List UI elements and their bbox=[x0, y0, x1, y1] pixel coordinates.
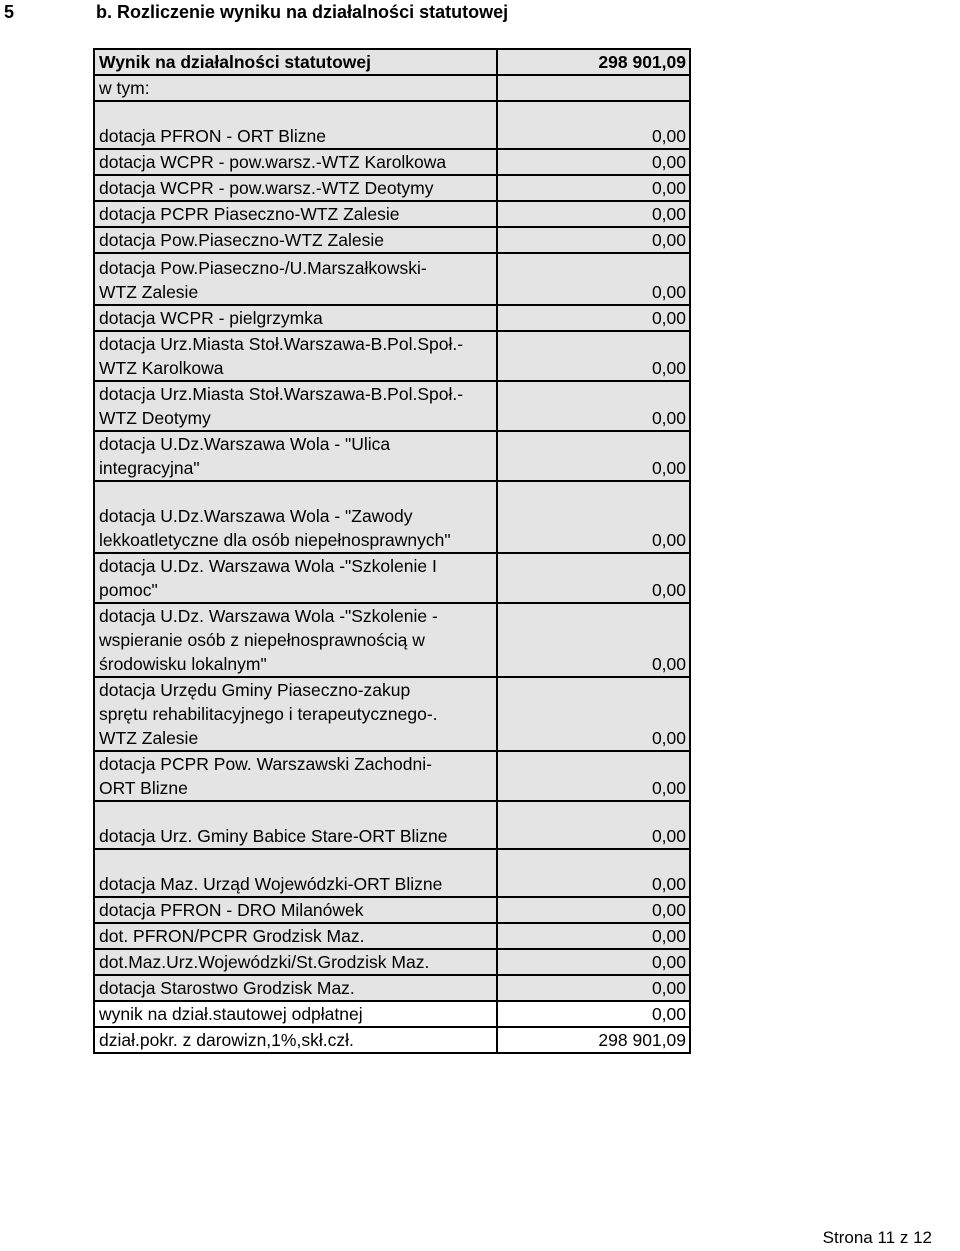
row-label bbox=[94, 175, 497, 201]
row-value: 0,00 bbox=[497, 975, 690, 1001]
row-value: 0,00 bbox=[497, 381, 690, 431]
table-header-row bbox=[94, 49, 690, 75]
table-row bbox=[94, 553, 690, 603]
result-table bbox=[93, 48, 691, 1054]
row-label bbox=[94, 677, 497, 751]
row-label-text: dotacja PCPR Piaseczno-WTZ Zalesie bbox=[99, 204, 400, 224]
row-value: 0,00 bbox=[497, 175, 690, 201]
row-label bbox=[94, 201, 497, 227]
table-row bbox=[94, 331, 690, 381]
section-title: b. Rozliczenie wyniku na działalności statutowej bbox=[96, 2, 509, 22]
row-value: 0,00 bbox=[497, 305, 690, 331]
table-row bbox=[94, 227, 690, 253]
table-row bbox=[94, 201, 690, 227]
table-row bbox=[94, 101, 690, 149]
row-value: 0,00 bbox=[497, 253, 690, 305]
table-row bbox=[94, 923, 690, 949]
row-label bbox=[94, 1001, 497, 1027]
row-label bbox=[94, 481, 497, 553]
row-value: 0,00 bbox=[497, 553, 690, 603]
subheader-label: w tym: bbox=[94, 75, 497, 101]
row-value: 0,00 bbox=[497, 897, 690, 923]
row-value: 0,00 bbox=[497, 949, 690, 975]
row-label-text: dotacja PFRON - ORT Blizne bbox=[99, 126, 326, 146]
row-label bbox=[94, 603, 497, 677]
header-value: 298 901,09 bbox=[497, 49, 690, 75]
row-value: 0,00 bbox=[497, 201, 690, 227]
row-label bbox=[94, 1027, 497, 1053]
row-value: 0,00 bbox=[497, 431, 690, 481]
table-subheader-row bbox=[94, 75, 690, 101]
row-value: 0,00 bbox=[497, 849, 690, 897]
table-row bbox=[94, 897, 690, 923]
header-label: Wynik na działalności statutowej bbox=[94, 49, 497, 75]
row-value: 0,00 bbox=[497, 603, 690, 677]
table-row bbox=[94, 431, 690, 481]
row-label bbox=[94, 305, 497, 331]
section-number: 5 bbox=[4, 2, 15, 22]
row-label bbox=[94, 431, 497, 481]
row-value: 0,00 bbox=[497, 923, 690, 949]
row-label bbox=[94, 381, 497, 431]
table-row bbox=[94, 975, 690, 1001]
row-value: 0,00 bbox=[497, 149, 690, 175]
row-label-text: dotacja PCPR Pow. Warszawski Zachodni- ORT Blizne bbox=[99, 754, 432, 798]
row-value: 0,00 bbox=[497, 227, 690, 253]
row-label bbox=[94, 553, 497, 603]
row-value: 0,00 bbox=[497, 101, 690, 149]
row-label bbox=[94, 227, 497, 253]
row-label bbox=[94, 101, 497, 149]
row-value: 0,00 bbox=[497, 1001, 690, 1027]
row-label-text: dotacja U.Dz.Warszawa Wola - "Ulica integracyjna" bbox=[99, 434, 391, 478]
row-label-text: dotacja PFRON - DRO Milanówek bbox=[99, 900, 364, 920]
table-row bbox=[94, 849, 690, 897]
row-label-text: dotacja Urzędu Gminy Piaseczno-zakup sprętu rehabilitacyjnego i terapeutycznego-. WTZ Zalesie bbox=[99, 680, 438, 748]
table-row bbox=[94, 381, 690, 431]
row-value: 0,00 bbox=[497, 801, 690, 849]
subheader-value bbox=[497, 75, 690, 101]
row-label-text: dotacja Urz. Gminy Babice Stare-ORT Blizne bbox=[99, 826, 448, 846]
table-row bbox=[94, 149, 690, 175]
row-value: 0,00 bbox=[497, 677, 690, 751]
row-label-text: dotacja Maz. Urząd Wojewódzki-ORT Blizne bbox=[99, 874, 443, 894]
table-row bbox=[94, 253, 690, 305]
row-value: 0,00 bbox=[497, 331, 690, 381]
row-label-text: dotacja Pow.Piaseczno-WTZ Zalesie bbox=[99, 230, 384, 250]
row-label-text: dot.Maz.Urz.Wojewódzki/St.Grodzisk Maz. bbox=[99, 952, 430, 972]
row-label bbox=[94, 253, 497, 305]
row-value: 0,00 bbox=[497, 751, 690, 801]
row-label-text: dot. PFRON/PCPR Grodzisk Maz. bbox=[99, 926, 365, 946]
row-label bbox=[94, 149, 497, 175]
row-label-text: dotacja U.Dz. Warszawa Wola -"Szkolenie I pomoc" bbox=[99, 556, 437, 600]
row-label-text: wynik na dział.stautowej odpłatnej bbox=[99, 1004, 363, 1024]
row-label-text: dotacja U.Dz.Warszawa Wola - "Zawody lekkoatletyczne dla osób niepełnosprawnych" bbox=[99, 506, 451, 550]
page-footer: Strona 11 z 12 bbox=[822, 1228, 932, 1247]
table-summary-row bbox=[94, 1027, 690, 1053]
row-label bbox=[94, 751, 497, 801]
row-value: 298 901,09 bbox=[497, 1027, 690, 1053]
row-value: 0,00 bbox=[497, 481, 690, 553]
row-label-text: dotacja WCPR - pow.warsz.-WTZ Karolkowa bbox=[99, 152, 447, 172]
table-row bbox=[94, 751, 690, 801]
table-row bbox=[94, 603, 690, 677]
table-row bbox=[94, 305, 690, 331]
row-label-text: dotacja U.Dz. Warszawa Wola -"Szkolenie - wspieranie osób z niepełnosprawnością w środowisku lokalnym" bbox=[99, 606, 438, 674]
row-label-text: dotacja WCPR - pow.warsz.-WTZ Deotymy bbox=[99, 178, 434, 198]
row-label bbox=[94, 849, 497, 897]
row-label-text: dotacja Urz.Miasta Stoł.Warszawa-B.Pol.Społ.- WTZ Karolkowa bbox=[99, 334, 464, 378]
row-label bbox=[94, 949, 497, 975]
table-row bbox=[94, 677, 690, 751]
row-label-text: dział.pokr. z darowizn,1%,skł.czł. bbox=[99, 1030, 354, 1050]
table-row bbox=[94, 175, 690, 201]
row-label-text: dotacja WCPR - pielgrzymka bbox=[99, 308, 323, 328]
row-label bbox=[94, 897, 497, 923]
row-label bbox=[94, 975, 497, 1001]
table-row bbox=[94, 949, 690, 975]
row-label-text: dotacja Starostwo Grodzisk Maz. bbox=[99, 978, 355, 998]
table-summary-row bbox=[94, 1001, 690, 1027]
row-label bbox=[94, 331, 497, 381]
row-label bbox=[94, 801, 497, 849]
table-row bbox=[94, 481, 690, 553]
row-label-text: dotacja Pow.Piaseczno-/U.Marszałkowski- WTZ Zalesie bbox=[99, 258, 427, 302]
row-label-text: dotacja Urz.Miasta Stoł.Warszawa-B.Pol.Społ.- WTZ Deotymy bbox=[99, 384, 464, 428]
row-label bbox=[94, 923, 497, 949]
table-row bbox=[94, 801, 690, 849]
